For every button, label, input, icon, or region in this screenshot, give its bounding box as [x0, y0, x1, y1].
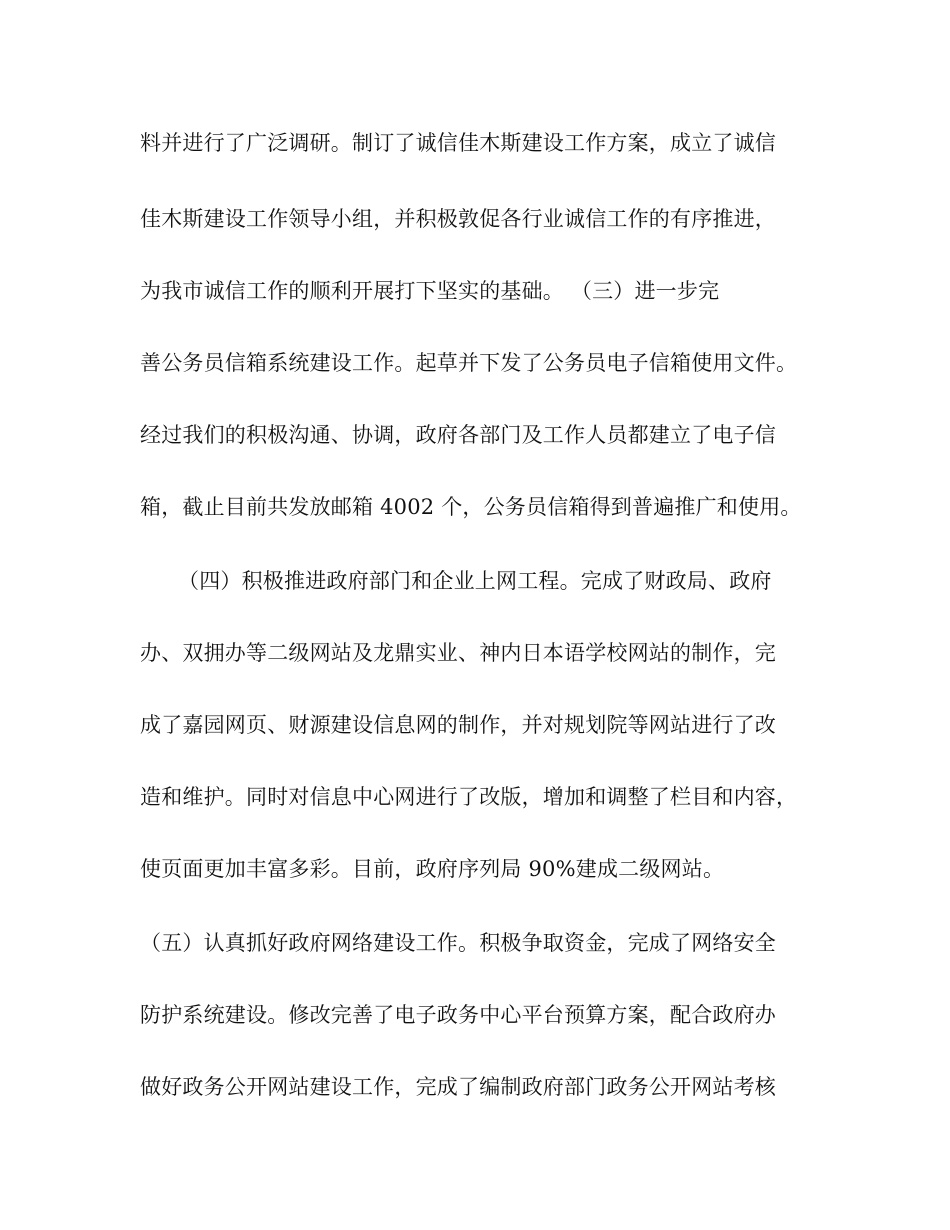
paragraph-line: 善公务员信箱系统建设工作。起草并下发了公务员电子信箱使用文件。 — [140, 351, 798, 375]
paragraph-line: （五）认真抓好政府网络建设工作。积极争取资金，完成了网络安全 — [140, 931, 776, 955]
paragraph-line: 成了嘉园网页、财源建设信息网的制作，并对规划院等网站进行了改 — [140, 713, 776, 737]
paragraph-line: 做好政务公开网站建设工作，完成了编制政府部门政务公开网站考核 — [140, 1075, 776, 1099]
paragraph-line: 为我市诚信工作的顺利开展打下坚实的基础。 （三）进一步完 — [140, 279, 720, 303]
paragraph-line: 箱，截止目前共发放邮箱 4002 个，公务员信箱得到普遍推广和使用。 — [140, 495, 802, 519]
paragraph-line: 使页面更加丰富多彩。目前，政府序列局 90%建成二级网站。 — [140, 857, 725, 881]
paragraph-line: 造和维护。同时对信息中心网进行了改版，增加和调整了栏目和内容， — [140, 785, 798, 809]
paragraph-line: 防护系统建设。修改完善了电子政务中心平台预算方案，配合政府办 — [140, 1003, 776, 1027]
paragraph-line: 经过我们的积极沟通、协调，政府各部门及工作人员都建立了电子信 — [140, 423, 776, 447]
paragraph-line: 办、双拥办等二级网站及龙鼎实业、神内日本语学校网站的制作，完 — [140, 641, 776, 665]
paragraph-line: 料并进行了广泛调研。制订了诚信佳木斯建设工作方案，成立了诚信 — [140, 131, 776, 155]
paragraph-line: （四）积极推进政府部门和企业上网工程。完成了财政局、政府 — [178, 569, 772, 593]
paragraph-line: 佳木斯建设工作领导小组，并积极敦促各行业诚信工作的有序推进， — [140, 207, 776, 231]
